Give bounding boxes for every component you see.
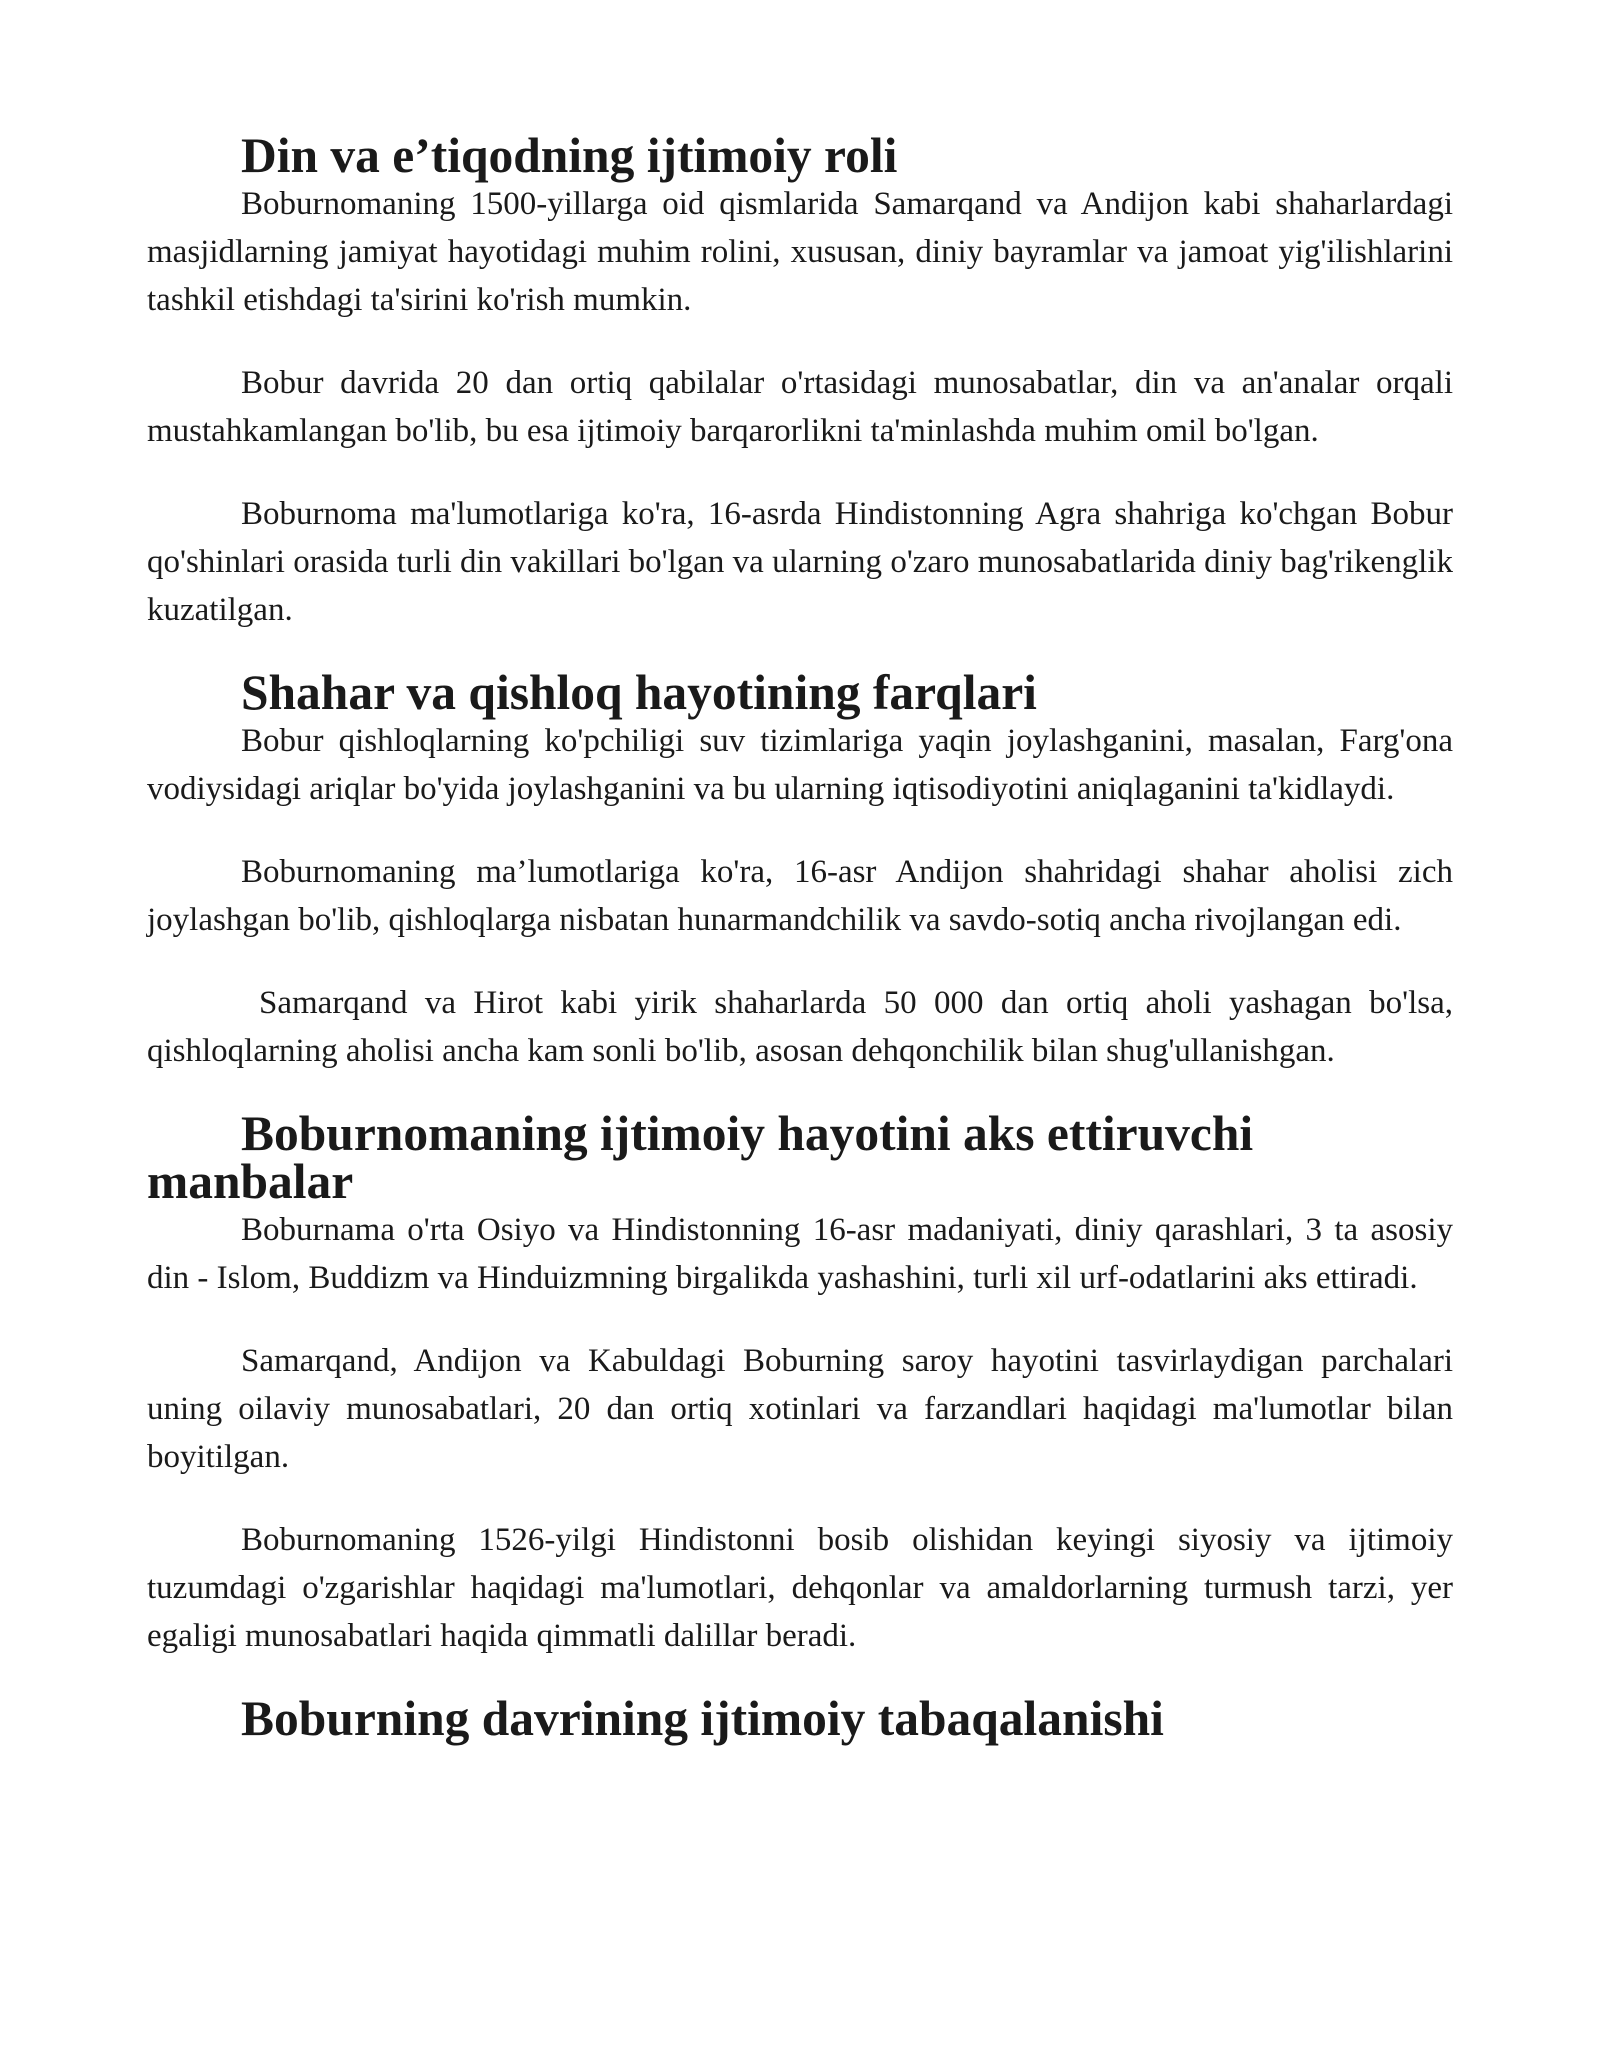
paragraph: Boburnomaning ma’lumotlariga ko'ra, 16-asr Andijon shahridagi shahar aholisi zich joylashgan bo'lib, qishloqlarga nisbatan hunarmandchilik va savdo-sotiq ancha rivojlangan edi.: [147, 854, 1453, 938]
paragraph: Boburnoma ma'lumotlariga ko'ra, 16-asrda Hindistonning Agra shahriga ko'chgan Bobur qo'shinlari orasida turli din vakillari bo'lgan va ularning o'zaro munosabatlarida diniy bag'rikenglik kuzatilgan.: [147, 496, 1453, 628]
section-heading: Shahar va qishloq hayotining farqlari: [241, 665, 1037, 720]
paragraph: Bobur davrida 20 dan ortiq qabilalar o'rtasidagi munosabatlar, din va an'analar orqali mustahkamlangan bo'lib, bu esa ijtimoiy barqarorlikni ta'minlashda muhim omil bo'lgan.: [147, 365, 1453, 449]
paragraph: Boburnama o'rta Osiyo va Hindistonning 16-asr madaniyati, diniy qarashlari, 3 ta asosiy din - Islom, Buddizm va Hinduizmning birgalikda yashashini, turli xil urf-odatlarini aks ettiradi.: [147, 1212, 1453, 1296]
document-page: [147, 128, 1453, 1746]
paragraph: Boburnomaning 1500-yillarga oid qismlarida Samarqand va Andijon kabi shaharlardagi masjidlarning jamiyat hayotidagi muhim rolini, xususan, diniy bayramlar va jamoat yig'ilishlarini tashkil etishdagi ta'sirini ko'rish mumkin.: [147, 186, 1453, 318]
section-heading: Boburnomaning ijtimoiy hayotini aks ettiruvchi manbalar: [147, 1106, 1254, 1209]
section-heading: Boburning davrining ijtimoiy tabaqalanishi: [241, 1691, 1164, 1746]
paragraph: Bobur qishloqlarning ko'pchiligi suv tizimlariga yaqin joylashganini, masalan, Farg'ona vodiysidagi ariqlar bo'yida joylashganini va bu ularning iqtisodiyotini aniqlaganini ta'kidlaydi.: [147, 723, 1453, 807]
paragraph: Boburnomaning 1526-yilgi Hindistonni bosib olishidan keyingi siyosiy va ijtimoiy tuzumdagi o'zgarishlar haqidagi ma'lumotlari, dehqonlar va amaldorlarning turmush tarzi, yer egaligi munosabatlari haqida qimmatli dalillar beradi.: [147, 1522, 1453, 1654]
paragraph: Samarqand va Hirot kabi yirik shaharlarda 50 000 dan ortiq aholi yashagan bo'lsa, qishloqlarning aholisi ancha kam sonli bo'lib, asosan dehqonchilik bilan shug'ullanishgan.: [147, 985, 1453, 1069]
paragraph: Samarqand, Andijon va Kabuldagi Boburning saroy hayotini tasvirlaydigan parchalari uning oilaviy munosabatlari, 20 dan ortiq xotinlari va farzandlari haqidagi ma'lumotlar bilan boyitilgan.: [147, 1343, 1453, 1475]
section-heading: Din va e’tiqodning ijtimoiy roli: [241, 128, 898, 183]
